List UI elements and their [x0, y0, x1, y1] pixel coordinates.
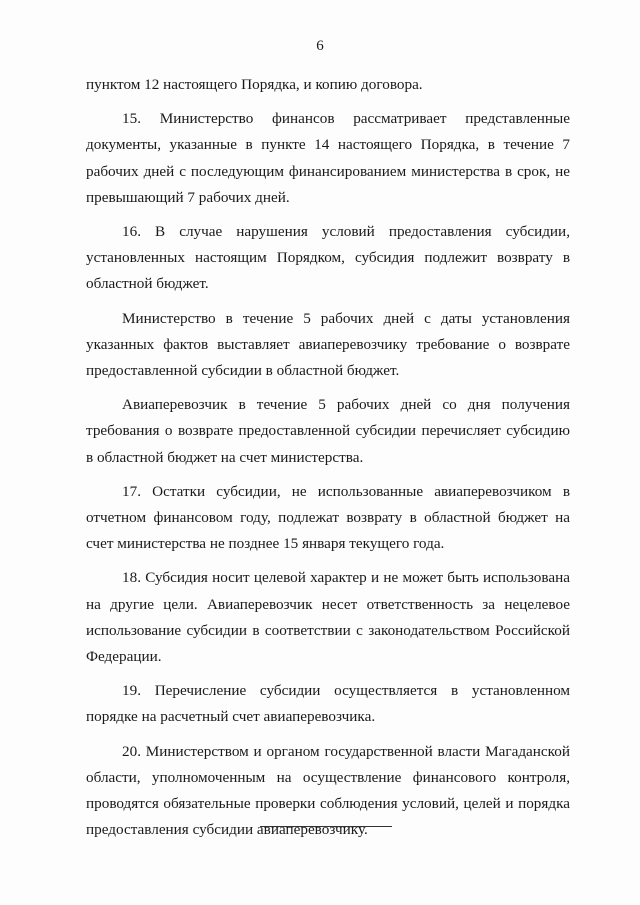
end-divider-line: [260, 826, 392, 827]
paragraph-item-17: 17. Остатки субсидии, не использованные авиаперевозчиком в отчетном финансовом году, подлежат возврату в областной бюджет на счет министерства не позднее 15 января текущего года.: [86, 482, 570, 553]
paragraph-item-20: 20. Министерством и органом государственной власти Магаданской области, уполномоченным на осуществление финансового контроля, проводятся обязательные проверки соблюдения условий, целей и порядка предоставления субсидии авиаперевозчику.: [86, 742, 570, 839]
paragraph-continuation: пунктом 12 настоящего Порядка, и копию договора.: [86, 76, 423, 93]
paragraph-item-19: 19. Перечисление субсидии осуществляется в установленном порядке на расчетный счет авиаперевозчика.: [86, 682, 570, 726]
paragraph-item-16-ministry: Министерство в течение 5 рабочих дней с даты установления указанных фактов выставляет авиаперевозчику требование о возврате предоставленной субсидии в областной бюджет.: [86, 309, 570, 380]
paragraph-item-15: 15. Министерство финансов рассматривает представленные документы, указанные в пункте 14 настоящего Порядка, в течение 7 рабочих дней с последующим финансированием министерства в срок, не превышающий 7 рабочих дней.: [86, 110, 570, 206]
paragraph-item-18: 18. Субсидия носит целевой характер и не может быть использована на другие цели. Авиаперевозчик несет ответственность за нецелевое использование субсидии в соответствии с законодательством Российской Федерации.: [86, 569, 570, 666]
paragraph-item-16-carrier: Авиаперевозчик в течение 5 рабочих дней со дня получения требования о возврате предоставленной субсидии перечисляет субсидию в областной бюджет на счет министерства.: [86, 396, 570, 466]
paragraph-item-16: 16. В случае нарушения условий предоставления субсидии, установленных настоящим Порядком, субсидия подлежит возврату в областной бюджет.: [86, 223, 570, 293]
document-body: [86, 72, 570, 851]
page-number: 6: [316, 38, 324, 54]
